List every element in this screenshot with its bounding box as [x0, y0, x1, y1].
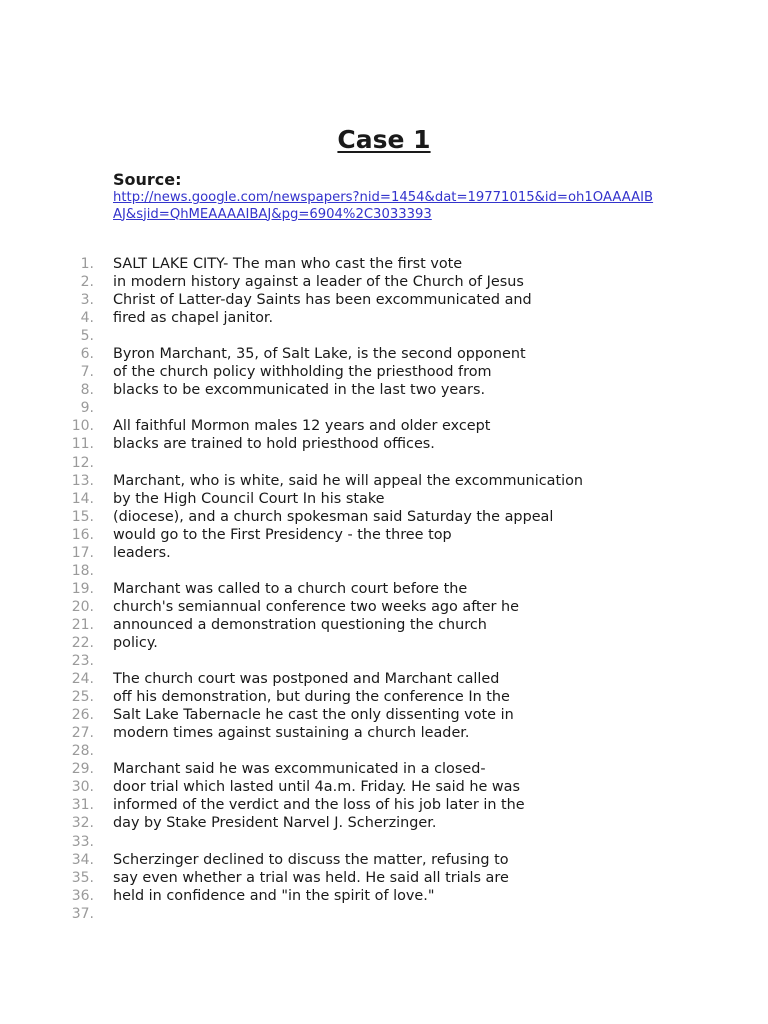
text-line: [0, 688, 768, 706]
line-text: announced a demonstration questioning the church: [113, 616, 487, 633]
line-text: blacks to be excommunicated in the last two years.: [113, 382, 486, 399]
line-text: (diocese), and a church spokesman said Saturday the appeal: [113, 508, 554, 525]
line-text: Marchant was called to a church court before the: [113, 580, 468, 597]
text-line: [0, 345, 768, 363]
line-number: 11.: [71, 436, 94, 453]
line-number: 9.: [80, 400, 94, 417]
line-number: 32.: [71, 815, 94, 832]
line-number: 36.: [71, 887, 94, 904]
text-line: [0, 273, 768, 291]
line-number: 15.: [71, 508, 94, 525]
text-line: [0, 291, 768, 309]
line-number: 33.: [71, 833, 94, 850]
line-text: Scherzinger declined to discuss the matter, refusing to: [113, 851, 509, 868]
line-text: held in confidence and "in the spirit of love.": [113, 887, 435, 904]
line-number: 31.: [71, 797, 94, 814]
line-number: 30.: [71, 779, 94, 796]
line-text: Marchant said he was excommunicated in a closed-: [113, 761, 486, 778]
line-text: blacks are trained to hold priesthood offices.: [113, 436, 435, 453]
line-number: 23.: [71, 653, 94, 670]
text-line: [0, 526, 768, 544]
line-number: 29.: [71, 761, 94, 778]
text-line: [0, 742, 768, 760]
line-number: 20.: [71, 598, 94, 615]
text-line: [0, 905, 768, 923]
line-text: by the High Council Court In his stake: [113, 490, 385, 507]
line-text: in modern history against a leader of the Church of Jesus: [113, 274, 524, 291]
line-number: 3.: [80, 292, 94, 309]
line-number: 26.: [71, 707, 94, 724]
line-number: 37.: [71, 905, 94, 922]
text-line: [0, 887, 768, 905]
line-number: 16.: [71, 526, 94, 543]
text-line: [0, 490, 768, 508]
line-number: 13.: [71, 472, 94, 489]
line-text: modern times against sustaining a church leader.: [113, 725, 470, 742]
text-line: [0, 616, 768, 634]
line-text: would go to the First Presidency - the three top: [113, 526, 452, 543]
text-line: [0, 580, 768, 598]
line-number: 14.: [71, 490, 94, 507]
source-label: Source:: [113, 170, 182, 189]
text-line: [0, 814, 768, 832]
line-text: Christ of Latter-day Saints has been excommunicated and: [113, 292, 532, 309]
line-text: door trial which lasted until 4a.m. Friday. He said he was: [113, 779, 520, 796]
text-line: [0, 851, 768, 869]
text-line: [0, 869, 768, 887]
line-number: 7.: [80, 364, 94, 381]
line-number: 27.: [71, 725, 94, 742]
text-line: [0, 544, 768, 562]
line-number: 4.: [80, 310, 94, 327]
line-text: SALT LAKE CITY- The man who cast the first vote: [113, 256, 463, 272]
text-line: [0, 796, 768, 814]
line-number: 12.: [71, 454, 94, 471]
line-number: 28.: [71, 743, 94, 760]
text-line: [0, 634, 768, 652]
line-text: day by Stake President Narvel J. Scherzinger.: [113, 815, 437, 832]
text-line: [0, 309, 768, 327]
text-line: [0, 652, 768, 670]
text-line: [0, 327, 768, 345]
line-text: Marchant, who is white, said he will appeal the excommunication: [113, 472, 584, 489]
line-number: 21.: [71, 616, 94, 633]
text-line: [0, 399, 768, 417]
text-line: [0, 724, 768, 742]
line-number: 1.: [80, 256, 94, 272]
text-line: [0, 454, 768, 472]
text-line: [0, 508, 768, 526]
text-line: [0, 255, 768, 273]
line-text: informed of the verdict and the loss of his job later in the: [113, 797, 525, 814]
text-line: [0, 417, 768, 435]
line-number: 8.: [80, 382, 94, 399]
line-text: Byron Marchant, 35, of Salt Lake, is the second opponent: [113, 346, 526, 363]
line-text: fired as chapel janitor.: [113, 310, 274, 327]
line-text: All faithful Mormon males 12 years and older except: [113, 418, 491, 435]
page-title: Case 1: [337, 125, 431, 154]
line-number: 25.: [71, 689, 94, 706]
text-line: [0, 435, 768, 453]
line-text: leaders.: [113, 544, 171, 561]
line-number: 34.: [71, 851, 94, 868]
line-number: 18.: [71, 562, 94, 579]
source-block: [113, 170, 673, 223]
line-number: 22.: [71, 634, 94, 651]
line-text: say even whether a trial was held. He said all trials are: [113, 869, 509, 886]
line-text: church's semiannual conference two weeks ago after he: [113, 598, 520, 615]
line-text: of the church policy withholding the priesthood from: [113, 364, 492, 381]
line-number: 17.: [71, 544, 94, 561]
text-line: [0, 833, 768, 851]
line-text: The church court was postponed and Marchant called: [113, 671, 500, 688]
source-link[interactable]: http://news.google.com/newspapers?nid=1454&dat=19771015&id=oh1OAAAAIBAJ&sjid=QhMEAAAAIBAJ&pg=6904%2C3033393: [113, 190, 654, 222]
line-text: policy.: [113, 634, 158, 651]
text-line: [0, 562, 768, 580]
text-line: [0, 598, 768, 616]
text-line: [0, 363, 768, 381]
text-line: [0, 381, 768, 399]
text-line: [0, 706, 768, 724]
line-number: 24.: [71, 671, 94, 688]
line-number: 6.: [80, 346, 94, 363]
line-number: 19.: [71, 580, 94, 597]
text-line: [0, 472, 768, 490]
text-line: [0, 670, 768, 688]
text-line: [0, 760, 768, 778]
line-text: Salt Lake Tabernacle he cast the only dissenting vote in: [113, 707, 514, 724]
line-text: off his demonstration, but during the conference In the: [113, 689, 510, 706]
numbered-text-lines: [0, 255, 768, 923]
line-number: 2.: [80, 274, 94, 291]
line-number: 5.: [80, 328, 94, 345]
line-number: 10.: [71, 418, 94, 435]
text-line: [0, 778, 768, 796]
line-number: 35.: [71, 869, 94, 886]
